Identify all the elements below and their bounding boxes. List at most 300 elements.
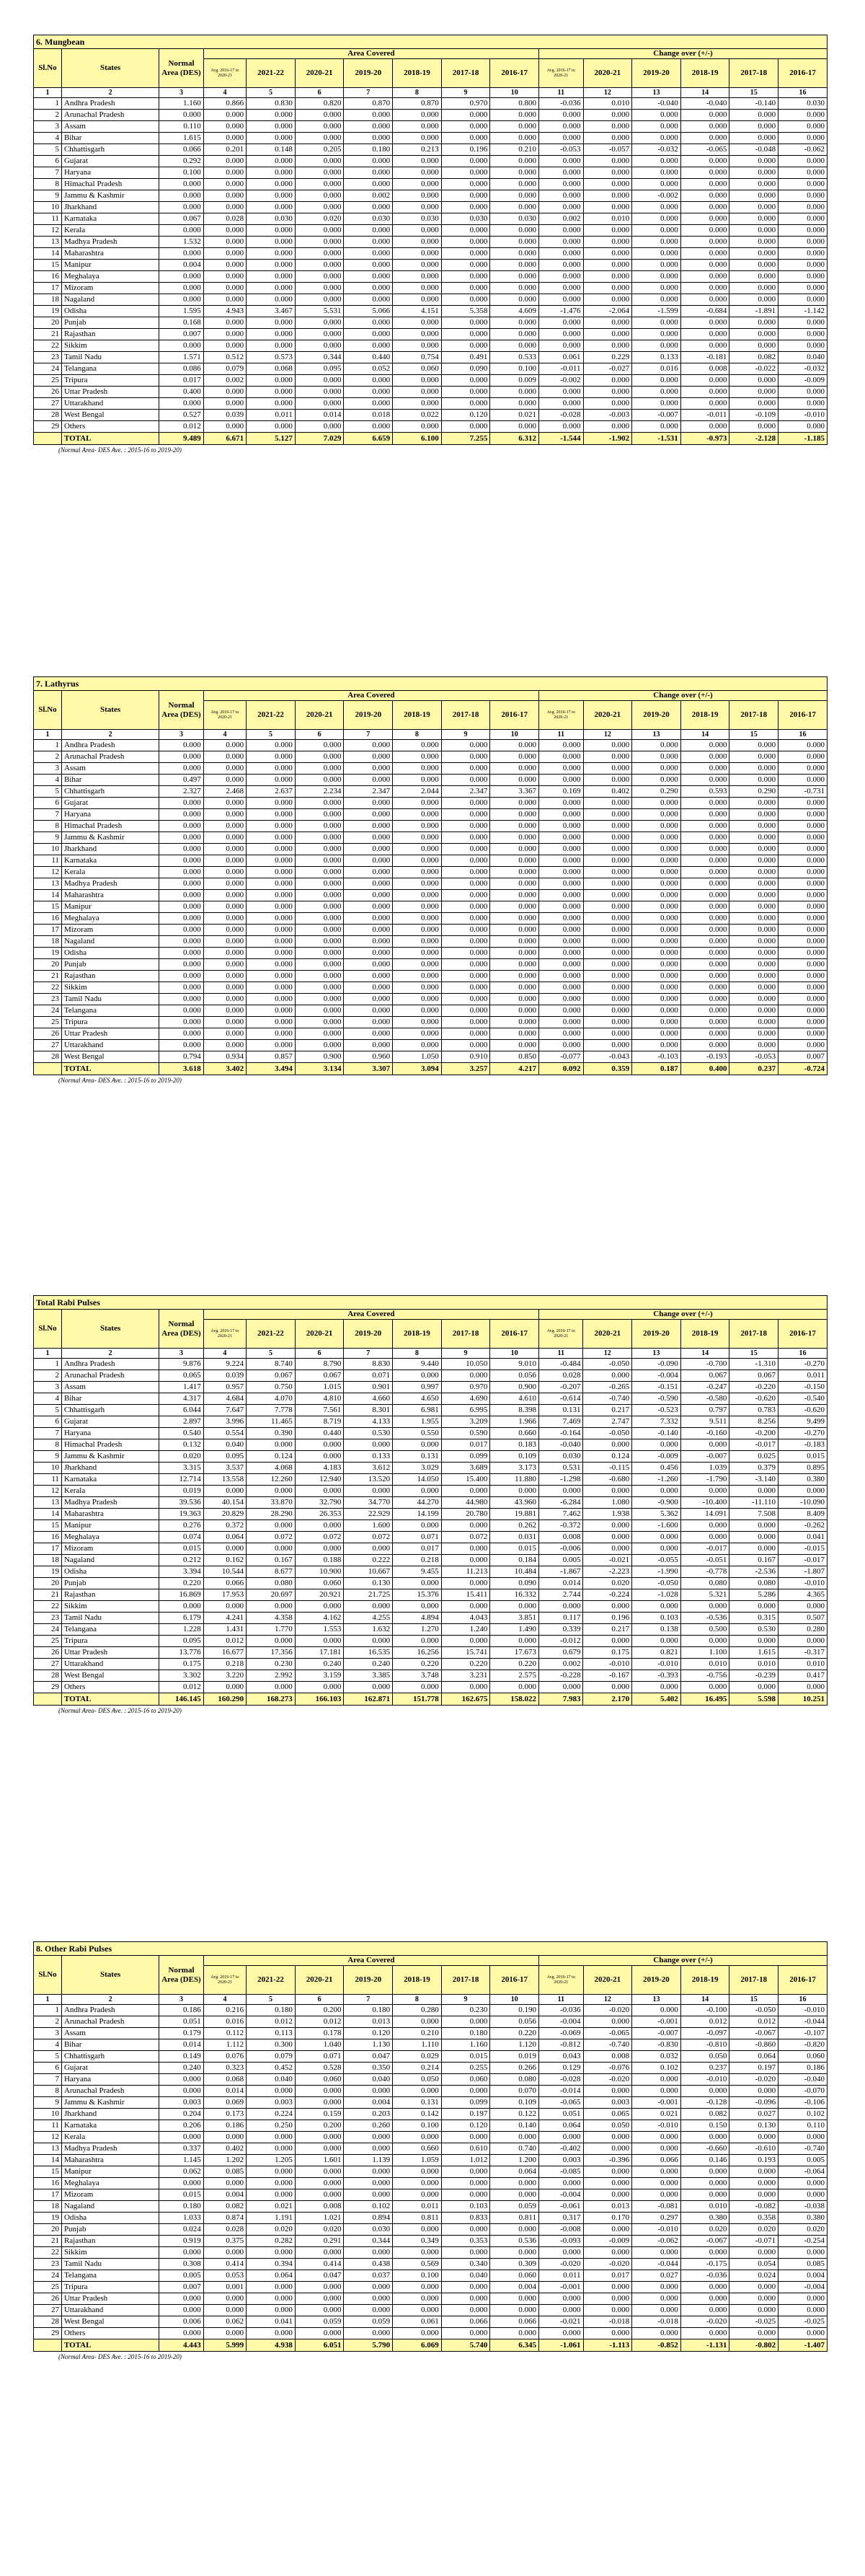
row-value: 0.000 [680, 225, 729, 237]
row-value: 0.811 [393, 2213, 442, 2224]
row-value: 0.000 [490, 398, 539, 410]
total-value: 160.290 [203, 1693, 246, 1706]
row-value: 0.037 [344, 2270, 393, 2282]
row-value: -0.830 [632, 2039, 681, 2051]
row-value: 0.000 [729, 809, 778, 821]
column-number-row [34, 730, 828, 740]
row-value: 1.615 [159, 133, 204, 144]
row-serial: 2 [34, 751, 62, 763]
row-value: 0.000 [393, 832, 442, 844]
row-serial: 14 [34, 248, 62, 260]
row-value: -0.620 [729, 1393, 778, 1405]
row-value: -0.010 [583, 1659, 632, 1670]
row-value: 0.000 [632, 901, 681, 913]
row-value: 0.000 [393, 2178, 442, 2189]
row-value: 0.000 [441, 2086, 490, 2097]
row-state: Assam [61, 763, 159, 775]
row-value: 0.000 [295, 2097, 344, 2109]
row-value: 0.000 [632, 844, 681, 855]
row-value: 0.240 [159, 2063, 204, 2074]
column-number: 10 [490, 730, 539, 740]
table-row [34, 121, 828, 133]
row-value: 0.000 [490, 271, 539, 283]
row-value: -0.002 [539, 375, 584, 387]
year-header: 2020-21 [295, 701, 344, 730]
row-value: 0.000 [539, 775, 584, 786]
row-value: 0.000 [247, 1439, 296, 1451]
row-value: 0.000 [778, 844, 828, 855]
table-row [34, 260, 828, 271]
row-value: 0.217 [583, 1405, 632, 1416]
total-value: 7.255 [441, 433, 490, 445]
row-value: 0.130 [344, 1578, 393, 1589]
table-row [34, 1670, 828, 1682]
row-value: 0.000 [632, 2178, 681, 2189]
row-value: -0.017 [729, 1439, 778, 1451]
row-value: -0.025 [729, 2316, 778, 2328]
row-value: 0.000 [632, 1532, 681, 1543]
row-serial: 17 [34, 1543, 62, 1555]
row-value: 0.000 [680, 2293, 729, 2305]
row-value: 0.008 [583, 2051, 632, 2063]
row-value: 0.000 [583, 2247, 632, 2259]
row-serial: 27 [34, 1659, 62, 1670]
row-value: -0.020 [539, 2259, 584, 2270]
row-value: -0.183 [778, 1439, 828, 1451]
row-value: 14.199 [393, 1509, 442, 1520]
row-value: 0.000 [344, 925, 393, 936]
row-value: 0.000 [393, 1017, 442, 1028]
row-serial: 25 [34, 1636, 62, 1647]
total-value: 3.307 [344, 1063, 393, 1075]
row-value: 0.060 [490, 2270, 539, 2282]
section-title: 7. Lathyrus [34, 677, 828, 691]
row-value: 0.000 [393, 1636, 442, 1647]
row-value: 0.216 [203, 2005, 246, 2016]
row-value: 0.000 [778, 398, 828, 410]
row-value: 0.000 [778, 878, 828, 890]
normal-area-header: Normal Area (DES) [159, 1956, 204, 1995]
row-value: 0.000 [490, 994, 539, 1005]
row-value: 0.000 [490, 1636, 539, 1647]
row-value: 1.955 [393, 1416, 442, 1428]
row-value: -2.536 [729, 1566, 778, 1578]
column-number: 7 [344, 730, 393, 740]
row-value: 0.011 [539, 2270, 584, 2282]
row-value: 0.000 [583, 2132, 632, 2143]
area-covered-header: Area Covered [203, 1956, 538, 1966]
total-value: -1.531 [632, 433, 681, 445]
normal-area-header: Normal Area (DES) [159, 49, 204, 88]
total-value: 166.103 [295, 1693, 344, 1706]
row-value: 0.000 [159, 2178, 204, 2189]
row-value: 0.000 [632, 133, 681, 144]
total-value: -0.802 [729, 2339, 778, 2352]
row-value: -0.103 [632, 1051, 681, 1063]
total-value: 5.999 [203, 2339, 246, 2352]
row-value: 10.667 [344, 1566, 393, 1578]
row-value: 0.000 [539, 1005, 584, 1017]
row-value: 0.000 [159, 821, 204, 832]
table-row [34, 1474, 828, 1486]
row-value: -0.036 [539, 98, 584, 110]
row-value: 8.398 [490, 1405, 539, 1416]
row-serial: 24 [34, 2270, 62, 2282]
avg-header: Avg. 2016-17 to 2020-21 [203, 701, 246, 730]
row-value: 0.000 [583, 167, 632, 179]
column-number: 4 [203, 88, 246, 98]
row-value: 0.060 [295, 2074, 344, 2086]
row-value: -0.684 [680, 306, 729, 317]
row-value: -0.032 [632, 144, 681, 156]
row-state: Meghalaya [61, 1532, 159, 1543]
column-number: 1 [34, 88, 62, 98]
row-value: 0.193 [729, 2155, 778, 2166]
row-value: 0.000 [778, 959, 828, 971]
row-value: 9.440 [393, 1359, 442, 1370]
row-value: 0.000 [632, 340, 681, 352]
row-value: -0.247 [680, 1382, 729, 1393]
total-value: -1.061 [539, 2339, 584, 2352]
row-value: 0.000 [393, 901, 442, 913]
row-value: 0.064 [729, 2051, 778, 2063]
row-value: 4.894 [393, 1613, 442, 1624]
row-value: 3.467 [247, 306, 296, 317]
row-value: -0.009 [632, 1451, 681, 1463]
row-value: 0.000 [295, 959, 344, 971]
row-value: 0.002 [344, 190, 393, 202]
row-value: 44.270 [393, 1497, 442, 1509]
row-serial: 20 [34, 1578, 62, 1589]
column-number: 15 [729, 88, 778, 98]
row-value: 0.000 [441, 1543, 490, 1555]
row-value: 11.880 [490, 1474, 539, 1486]
row-state: Rajasthan [61, 1589, 159, 1601]
row-value: 0.220 [441, 1659, 490, 1670]
row-value: 0.015 [778, 1451, 828, 1463]
row-value: 1.080 [583, 1497, 632, 1509]
row-value: 2.747 [583, 1416, 632, 1428]
row-value: 0.000 [632, 2293, 681, 2305]
row-value: 0.025 [729, 1451, 778, 1463]
row-value: 0.000 [680, 1005, 729, 1017]
row-value: 0.000 [539, 156, 584, 167]
row-value: 0.000 [538, 1601, 582, 1613]
row-value: 0.000 [583, 1370, 632, 1382]
row-serial: 2 [34, 1370, 62, 1382]
row-value: 0.009 [490, 375, 539, 387]
total-value: -1.544 [539, 433, 584, 445]
change-year-header: 2017-18 [729, 701, 778, 730]
row-state: Telangana [61, 363, 159, 375]
row-value: 0.000 [203, 740, 246, 751]
row-value: 0.000 [729, 901, 778, 913]
row-value: 0.000 [441, 329, 490, 340]
row-value: 0.000 [247, 994, 296, 1005]
row-value: 0.000 [441, 2132, 490, 2143]
row-value: 0.000 [729, 1486, 778, 1497]
row-value: -0.860 [729, 2039, 778, 2051]
row-value: 0.000 [247, 925, 296, 936]
row-value: 0.000 [393, 1601, 442, 1613]
row-value: 0.167 [247, 1555, 296, 1566]
row-value: 0.000 [632, 110, 681, 121]
row-value: 0.797 [680, 1405, 729, 1416]
change-year-header: 2016-17 [778, 1966, 828, 1995]
row-state: Bihar [61, 133, 159, 144]
row-value: 0.000 [159, 925, 204, 936]
row-value: 0.000 [247, 959, 296, 971]
table-row [34, 1393, 828, 1405]
row-value: 0.220 [490, 1659, 539, 1670]
year-header: 2016-17 [490, 59, 539, 88]
row-value: 0.491 [441, 352, 490, 363]
row-value: 33.870 [247, 1497, 296, 1509]
row-value: 0.000 [295, 1486, 344, 1497]
row-value: 0.000 [729, 913, 778, 925]
table-row [34, 1463, 828, 1474]
table-row [34, 1636, 828, 1647]
row-serial: 15 [34, 1520, 62, 1532]
row-value: 0.113 [247, 2028, 296, 2039]
row-value: 0.000 [159, 994, 204, 1005]
row-value: 0.000 [203, 1005, 246, 1017]
row-value: 0.005 [538, 1555, 582, 1566]
row-serial: 26 [34, 387, 62, 398]
row-value: 0.000 [583, 2086, 632, 2097]
row-value: 0.000 [583, 283, 632, 294]
row-value: 1.139 [344, 2155, 393, 2166]
row-value: 0.000 [393, 2166, 442, 2178]
row-value: 16.677 [203, 1647, 246, 1659]
row-value: 0.000 [778, 340, 828, 352]
row-state: Gujarat [61, 1416, 159, 1428]
row-value: 0.000 [295, 2247, 344, 2259]
row-state: Bihar [61, 2039, 159, 2051]
row-value: 0.000 [344, 2282, 393, 2293]
row-value: 0.000 [680, 2178, 729, 2189]
row-value: 0.000 [159, 179, 204, 190]
row-value: 0.000 [583, 1005, 632, 1017]
row-value: 0.000 [583, 329, 632, 340]
row-value: 0.000 [680, 878, 729, 890]
row-value: 0.103 [441, 2201, 490, 2213]
column-number: 14 [680, 730, 729, 740]
row-value: 1.039 [680, 1463, 729, 1474]
row-serial: 8 [34, 821, 62, 832]
row-value: 0.344 [295, 352, 344, 363]
row-value: 0.000 [778, 1601, 828, 1613]
row-value: 0.000 [295, 2293, 344, 2305]
row-value: 0.000 [159, 798, 204, 809]
row-value: 0.000 [778, 2189, 828, 2201]
row-value: -0.010 [778, 1578, 828, 1589]
row-value: 0.000 [344, 1017, 393, 1028]
row-value: 0.292 [159, 156, 204, 167]
state-header: States [61, 691, 159, 730]
row-value: 0.000 [778, 971, 828, 982]
row-value: 0.000 [441, 156, 490, 167]
row-value: 0.000 [729, 2247, 778, 2259]
row-value: 0.000 [159, 855, 204, 867]
row-value: -0.011 [539, 363, 584, 375]
row-value: 0.000 [441, 821, 490, 832]
row-value: 0.100 [393, 2270, 442, 2282]
row-value: 0.000 [344, 179, 393, 190]
row-value: 0.019 [159, 1486, 203, 1497]
row-value: 0.022 [393, 410, 442, 421]
row-value: 0.297 [632, 2213, 681, 2224]
row-value: 0.000 [490, 901, 539, 913]
row-value: -0.008 [539, 2224, 584, 2236]
row-value: 0.000 [680, 971, 729, 982]
row-value: 12.940 [295, 1474, 344, 1486]
row-value: 0.079 [203, 363, 246, 375]
row-value: 0.266 [490, 2063, 539, 2074]
row-value: 0.095 [203, 1451, 246, 1463]
row-value: 0.000 [159, 110, 204, 121]
column-number-row [34, 88, 828, 98]
row-value: -1.891 [729, 306, 778, 317]
row-value: 0.000 [729, 340, 778, 352]
column-number: 5 [247, 730, 296, 740]
row-value: -0.900 [632, 1497, 681, 1509]
row-value: 0.000 [441, 1682, 490, 1693]
row-value: 4.810 [295, 1393, 344, 1405]
row-value: 0.000 [393, 867, 442, 878]
row-value: 0.000 [393, 1028, 442, 1040]
row-value: 0.072 [441, 1532, 490, 1543]
row-state: Assam [61, 121, 159, 133]
row-value: 4.609 [490, 306, 539, 317]
row-value: 0.857 [247, 1051, 296, 1063]
row-value: 0.000 [632, 971, 681, 982]
row-state: Maharashtra [61, 248, 159, 260]
row-value: 4.943 [203, 306, 246, 317]
row-value: 0.000 [441, 925, 490, 936]
row-value: -0.065 [539, 2097, 584, 2109]
row-serial: 13 [34, 2143, 62, 2155]
row-value: 0.440 [344, 352, 393, 363]
table-row [34, 2120, 828, 2132]
table-row [34, 1509, 828, 1520]
total-rabi-pulses-section [33, 1295, 828, 1714]
row-value: 0.010 [729, 1659, 778, 1670]
row-serial: 17 [34, 283, 62, 294]
row-value: 0.000 [393, 878, 442, 890]
row-value: 0.222 [344, 1555, 393, 1566]
row-value: 0.040 [344, 2074, 393, 2086]
row-serial: 22 [34, 2247, 62, 2259]
row-value: 0.000 [203, 751, 246, 763]
row-value: 0.000 [539, 283, 584, 294]
row-value: 0.000 [295, 2143, 344, 2155]
row-value: 0.000 [680, 1532, 729, 1543]
row-value: 19.363 [159, 1509, 203, 1520]
row-value: 0.000 [203, 421, 246, 433]
row-value: 0.000 [441, 225, 490, 237]
row-value: 0.000 [441, 1601, 490, 1613]
row-value: 0.000 [583, 901, 632, 913]
row-value: -0.055 [632, 1555, 681, 1566]
row-value: 0.000 [539, 751, 584, 763]
row-value: 0.350 [344, 2063, 393, 2074]
row-value: 0.000 [539, 271, 584, 283]
row-value: 0.353 [441, 2236, 490, 2247]
row-value: 0.197 [729, 2063, 778, 2074]
row-value: 1.270 [393, 1624, 442, 1636]
total-value: -1.902 [583, 433, 632, 445]
row-value: 0.067 [159, 213, 204, 225]
row-value: 10.484 [490, 1566, 539, 1578]
row-value: 0.000 [778, 890, 828, 901]
row-value: 0.173 [203, 2109, 246, 2120]
row-value: 8.301 [344, 1405, 393, 1416]
row-value: 0.000 [203, 294, 246, 306]
row-value: 0.000 [729, 110, 778, 121]
row-value: 0.000 [583, 375, 632, 387]
row-value: 0.102 [344, 2201, 393, 2213]
row-value: 0.000 [247, 2189, 296, 2201]
table-row [34, 1051, 828, 1063]
row-value: 1.110 [393, 2039, 442, 2051]
row-value: 0.000 [441, 121, 490, 133]
row-value: 0.000 [490, 133, 539, 144]
table-row [34, 352, 828, 363]
row-state: Manipur [61, 901, 159, 913]
row-value: 0.000 [247, 1040, 296, 1051]
total-value: 146.145 [159, 1693, 203, 1706]
row-value: 0.053 [203, 2270, 246, 2282]
column-number: 9 [441, 1995, 490, 2005]
row-value: -0.064 [778, 2166, 828, 2178]
row-value: 0.000 [393, 340, 442, 352]
row-value: -0.270 [778, 1428, 828, 1439]
row-value: 0.000 [159, 982, 204, 994]
row-value: 0.000 [247, 421, 296, 433]
row-value: 0.000 [393, 2328, 442, 2339]
row-value: 0.086 [159, 363, 204, 375]
row-value: 0.000 [729, 1532, 778, 1543]
row-value: 0.000 [539, 329, 584, 340]
column-number: 8 [393, 1995, 442, 2005]
row-value: 0.004 [159, 260, 204, 271]
row-value: 0.874 [203, 2213, 246, 2224]
row-value: 0.000 [632, 2166, 681, 2178]
row-value: 0.000 [295, 971, 344, 982]
row-value: 0.000 [632, 156, 681, 167]
row-value: 0.000 [583, 2282, 632, 2293]
row-value: 0.000 [441, 855, 490, 867]
row-value: 0.020 [159, 1451, 203, 1463]
row-value: 0.000 [778, 798, 828, 809]
column-number: 2 [61, 88, 159, 98]
row-value: 0.000 [441, 110, 490, 121]
row-serial: 7 [34, 809, 62, 821]
table-row [34, 1451, 828, 1463]
row-value: 0.000 [295, 294, 344, 306]
row-serial: 26 [34, 1028, 62, 1040]
row-value: 0.000 [159, 959, 204, 971]
row-value: 0.000 [295, 936, 344, 948]
change-year-header: 2016-17 [778, 1320, 828, 1349]
row-value: 0.308 [159, 2259, 204, 2270]
row-value: 0.021 [632, 2109, 681, 2120]
column-number: 10 [490, 1349, 539, 1359]
row-value: 6.179 [159, 1613, 203, 1624]
row-value: 0.000 [344, 421, 393, 433]
row-value: 0.142 [393, 2109, 442, 2120]
